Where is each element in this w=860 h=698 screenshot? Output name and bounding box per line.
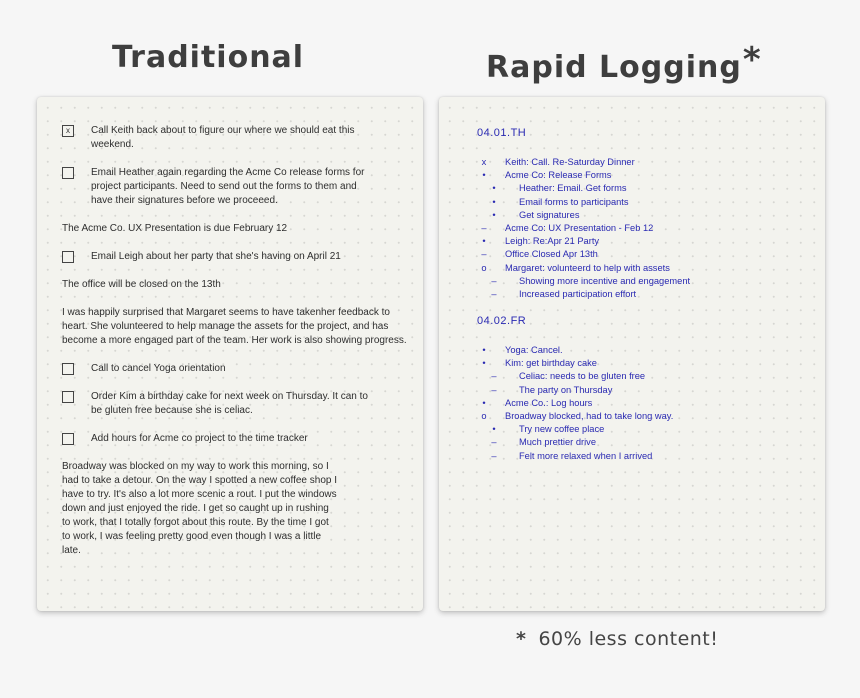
- traditional-notebook-page: [37, 97, 423, 611]
- log-entry-text: Get signatures: [519, 209, 580, 220]
- event-circle-icon: o: [481, 411, 487, 421]
- log-entry-text: Broadway blocked, had to take long way.: [505, 411, 674, 421]
- log-entry: [477, 182, 815, 195]
- task-bullet-icon: •: [482, 170, 486, 181]
- log-entry: [477, 410, 815, 423]
- log-entry-text: Email forms to participants: [519, 196, 629, 207]
- task-text: Call to cancel Yoga orientation: [91, 363, 226, 374]
- log-entry-text: Try new coffee place: [519, 424, 605, 435]
- task-bullet-icon: •: [482, 397, 486, 408]
- note-dash-icon: –: [481, 249, 487, 260]
- log-entry: [477, 235, 815, 248]
- log-entry-text: Kim: get birthday cake: [505, 358, 597, 369]
- traditional-heading: Traditional: [112, 40, 305, 75]
- task-text: Email Heather again regarding the Acme Co release forms for project participants. Need to send out the forms to them and have their signatures before we proceeed.: [91, 167, 365, 206]
- log-entry-text: Acme Co: Release Forms: [505, 170, 612, 181]
- spacer: [477, 301, 815, 315]
- log-entry-text: Increased participation effort: [519, 288, 637, 299]
- note-dash-icon: –: [481, 222, 487, 233]
- task-item: [62, 432, 409, 446]
- task-text: Email Leigh about her party that she's having on April 21: [91, 251, 341, 262]
- note-dash-icon: –: [491, 371, 497, 382]
- note-dash-icon: –: [491, 275, 497, 286]
- log-entry: [477, 262, 815, 275]
- log-entry-text: Acme Co.: Log hours: [505, 397, 593, 408]
- note-text: The office will be closed on the 13th: [62, 279, 221, 290]
- note-dash-icon: –: [491, 437, 497, 448]
- log-entry: [477, 344, 815, 357]
- log-entry: [477, 370, 815, 383]
- rapid-logging-heading: [486, 40, 762, 85]
- checkbox-icon[interactable]: [62, 363, 74, 375]
- checkbox-icon[interactable]: [62, 391, 74, 403]
- log-entry: [477, 169, 815, 182]
- log-entry-text: Showing more incentive and engagement: [519, 275, 691, 286]
- task-bullet-icon: •: [482, 236, 486, 247]
- rapid-logging-notebook-page: [439, 97, 825, 611]
- task-item: [62, 124, 409, 152]
- journal-paragraph: Broadway was blocked on my way to work this morning, so I had to take a detour. On the way I spotted a new coffee shop I have to try. It's also a lot more scenic a rout. I put the windows down and just enjoyed the ride. I get so caught up in rushing to work, that I totally forgot about this route. By the time I got to work, I was feeling pretty good even though I was a little late.: [62, 461, 337, 556]
- log-entry: [477, 384, 815, 397]
- checkbox-icon[interactable]: [62, 167, 74, 179]
- task-bullet-icon: •: [492, 209, 496, 220]
- log-entry: [477, 196, 815, 209]
- log-entry: [477, 275, 815, 288]
- checked-checkbox-icon[interactable]: x: [62, 125, 74, 137]
- note-dash-icon: –: [491, 450, 497, 461]
- asterisk-icon: *: [742, 40, 762, 80]
- log-entry-text: Much prettier drive: [519, 437, 596, 448]
- task-bullet-icon: •: [492, 183, 496, 194]
- log-entry: [477, 156, 815, 169]
- checkbox-icon[interactable]: [62, 251, 74, 263]
- log-entry-text: Leigh: Re:Apr 21 Party: [505, 236, 600, 247]
- task-item: [62, 250, 409, 264]
- rapid-log-entries: [477, 127, 815, 463]
- task-text: Order Kim a birthday cake for next week on Thursday. It can to be gluten free because she is celiac.: [91, 391, 368, 416]
- footnote-text: 60% less content!: [538, 628, 719, 650]
- traditional-entries: [62, 124, 409, 572]
- task-item: [62, 390, 409, 418]
- day-date-header: 04.02.FR: [477, 315, 527, 328]
- task-text: Call Keith back about to figure our where we should eat this weekend.: [91, 125, 355, 150]
- task-bullet-icon: •: [482, 345, 486, 356]
- log-entry-text: Yoga: Cancel.: [505, 345, 563, 356]
- log-entry: [477, 222, 815, 235]
- task-item: [62, 166, 409, 208]
- log-entry-text: Margaret: volunteerd to help with assets: [505, 262, 670, 273]
- task-text: Add hours for Acme co project to the time tracker: [91, 433, 308, 444]
- footnote: [516, 628, 718, 650]
- task-bullet-icon: •: [492, 424, 496, 435]
- task-bullet-icon: •: [482, 358, 486, 369]
- task-bullet-icon: •: [492, 196, 496, 207]
- asterisk-icon: *: [516, 628, 527, 650]
- log-entry: [477, 288, 815, 301]
- log-entry: [477, 357, 815, 370]
- completed-task-x-icon: x: [481, 157, 487, 167]
- log-entry-text: The party on Thursday: [519, 384, 613, 395]
- day-date-header: 04.01.TH: [477, 127, 527, 139]
- note-dash-icon: –: [491, 384, 497, 395]
- log-entry-text: Heather: Email. Get forms: [519, 183, 627, 194]
- log-entry: [477, 450, 815, 463]
- checkbox-icon[interactable]: [62, 433, 74, 445]
- log-entry: [477, 397, 815, 410]
- rapid-logging-heading-text: Rapid Logging: [486, 50, 742, 85]
- log-entry-text: Felt more relaxed when I arrived: [519, 450, 653, 461]
- log-entry: [477, 436, 815, 449]
- log-entry-text: Office Closed Apr 13th: [505, 249, 598, 260]
- log-entry-text: Acme Co: UX Presentation - Feb 12: [505, 222, 654, 233]
- note-dash-icon: –: [491, 288, 497, 299]
- journal-paragraph: I was happily surprised that Margaret seems to have takenher feedback to heart. She volunteered to help manage the assets for the project, and has become a more engaged part of the team. Her work is also showing progress.: [62, 307, 407, 346]
- task-item: [62, 362, 409, 376]
- log-entry: [477, 423, 815, 436]
- event-circle-icon: o: [481, 262, 487, 273]
- note-text: The Acme Co. UX Presentation is due February 12: [62, 223, 288, 234]
- log-entry: [477, 209, 815, 222]
- log-entry-text: Keith: Call. Re-Saturday Dinner: [505, 157, 635, 167]
- log-entry: [477, 248, 815, 261]
- log-entry-text: Celiac: needs to be gluten free: [519, 371, 646, 382]
